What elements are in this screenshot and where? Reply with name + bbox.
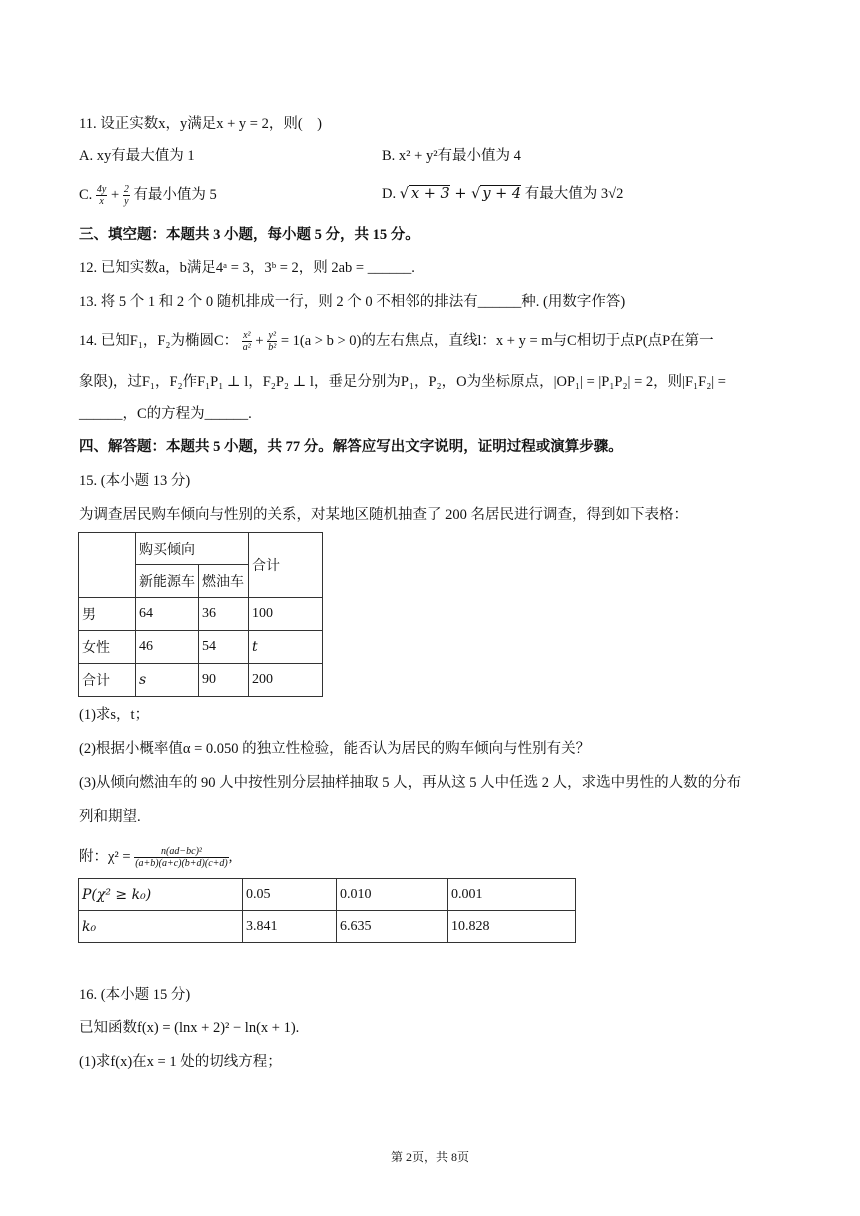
- q11-option-a: A. xy有最大值为 1: [79, 148, 195, 164]
- q16-part-1: (1)求f(x)在x = 1 处的切线方程；: [79, 1054, 282, 1070]
- table-cell: 6.635: [337, 911, 448, 943]
- q11-stem: 11. 设正实数x，y满足x + y = 2，则( ): [79, 116, 322, 132]
- q11-option-c-suffix: 有最小值为 5: [133, 186, 217, 203]
- table-cell: 合计: [79, 664, 136, 697]
- table-cell: 100: [249, 598, 323, 631]
- table-cell: 女性: [79, 631, 136, 664]
- table-cell: 0.001: [448, 879, 576, 911]
- table-cell: 200: [249, 664, 323, 697]
- chi-square-denominator: (a+b)(a+c)(b+d)(c+d): [135, 858, 228, 869]
- table-cell: 46: [136, 631, 199, 664]
- q11-option-d-suffix: 有最大值为 3√2: [524, 186, 624, 202]
- table-row: [79, 631, 323, 664]
- q11-c-fraction-2: $\frac{2}{y}$: [123, 184, 129, 207]
- q16-header: 16. (本小题 15 分): [79, 987, 191, 1003]
- chi-square-fraction: [134, 846, 229, 869]
- table-cell: 36: [199, 598, 249, 631]
- q11-option-c-prefix: C.: [79, 186, 93, 203]
- appendix-label: 附：χ² =: [79, 848, 131, 865]
- table-cell: P(χ² ≥ k₀): [79, 879, 243, 911]
- q11-option-b: B. x² + y²有最小值为 4: [382, 148, 521, 164]
- q14-fraction-y: $\frac{\text{y²}}{\text{b²}}$: [268, 330, 277, 353]
- table-cell: 男: [79, 598, 136, 631]
- table-row: [79, 598, 323, 631]
- table-total-header: 合计: [249, 533, 323, 598]
- table-cell: t: [249, 631, 323, 664]
- table-subheader-new-energy: 新能源车: [136, 565, 199, 598]
- table-row: [79, 879, 576, 911]
- table-cell: s: [136, 664, 199, 697]
- table-cell: 90: [199, 664, 249, 697]
- page-footer: 第 2页，共 8页: [390, 1150, 469, 1164]
- table-cell: 0.010: [337, 879, 448, 911]
- table-cell: 54: [199, 631, 249, 664]
- q14-line-2: 象限)，过F₁，F₂作F₁P₁ ⊥ l，F₂P₂ ⊥ l，垂足分别为P₁，P₂，O为坐标原点，|OP₁| = |P₁P₂| = 2，则|F₁F₂| =: [79, 374, 726, 390]
- table-cell: k₀: [79, 911, 243, 943]
- q13: 13. 将 5 个 1 和 2 个 0 随机排成一行，则 2 个 0 不相邻的排法有______种. (用数字作答): [79, 294, 626, 310]
- q15-part-2: (2)根据小概率值α = 0.050 的独立性检验，能否认为居民的购车倾向与性别有关？: [79, 741, 591, 757]
- section-3-heading: 三、填空题：本题共 3 小题，每小题 5 分，共 15 分。: [79, 227, 420, 243]
- q15-intro: 为调查居民购车倾向与性别的关系，对某地区随机抽查了 200 名居民进行调查，得到如下表格：: [79, 507, 688, 523]
- table-cell: 3.841: [243, 911, 337, 943]
- table-cell: 64: [136, 598, 199, 631]
- q11-option-d-prefix: D.: [382, 186, 397, 202]
- q11-c-fraction-1: $\frac{4y}{x}$: [96, 184, 107, 207]
- q15-survey-table: [78, 532, 323, 697]
- table-subheader-fuel: 燃油车: [199, 565, 249, 598]
- q11-option-d: D. √ x + 3 + √ y + 4 有最大值为 3√2: [382, 186, 624, 202]
- chi-square-numerator: n(ad−bc)²: [134, 846, 229, 858]
- q14-line-1-a: 14. 已知F₁，F₂为椭圆C：: [79, 332, 239, 349]
- q16-stem: 已知函数f(x) = (lnx + 2)² − ln(x + 1).: [79, 1020, 300, 1036]
- q12: 12. 已知实数a，b满足4ᵃ = 3，3ᵇ = 2，则 2ab = ______.: [79, 260, 415, 276]
- q15-part-3-line-1: (3)从倾向燃油车的 90 人中按性别分层抽样抽取 5 人，再从这 5 人中任选 2 人，求选中男性的人数的分布: [79, 775, 742, 791]
- q15-appendix-formula: 附：χ² = $\frac{\text{n(ad−bc)²}}{(a+b)(a+c)(b+d)(c+d)}$ ,: [79, 846, 233, 869]
- q15-reference-table: [78, 878, 576, 943]
- table-cell: 0.05: [243, 879, 337, 911]
- table-group-header: 购买倾向: [136, 533, 249, 565]
- q14-line-3: ______，C的方程为______.: [79, 406, 252, 422]
- q15-header: 15. (本小题 13 分): [79, 473, 191, 489]
- q14-line-1: 14. 已知F₁，F₂为椭圆C： $\frac{\text{x²}}{\text{a²}}$ + $\frac{\text{y²}}{\text{b²}}$ = 1(a > b > 0)的左右焦点，直线l：x + y = m与C相切于点P(点P在第一: [79, 330, 714, 353]
- q14-line-1-b: = 1(a > b > 0)的左右焦点，直线l：x + y = m与C相切于点P(点P在第一: [280, 332, 714, 349]
- table-cell: 10.828: [448, 911, 576, 943]
- table-row: [79, 911, 576, 943]
- table-corner-cell: [79, 533, 136, 598]
- q14-fraction-x: $\frac{\text{x²}}{\text{a²}}$: [242, 330, 251, 353]
- section-4-heading: 四、解答题：本题共 5 小题，共 77 分。解答应写出文字说明，证明过程或演算步骤。: [79, 439, 623, 455]
- table-row: [79, 664, 323, 697]
- q15-part-1: (1)求s，t；: [79, 707, 150, 723]
- q11-option-c: C. $\frac{4y}{x}$ + $\frac{2}{y}$ 有最小值为 5: [79, 184, 217, 207]
- q15-part-3-line-2: 列和期望.: [79, 809, 141, 825]
